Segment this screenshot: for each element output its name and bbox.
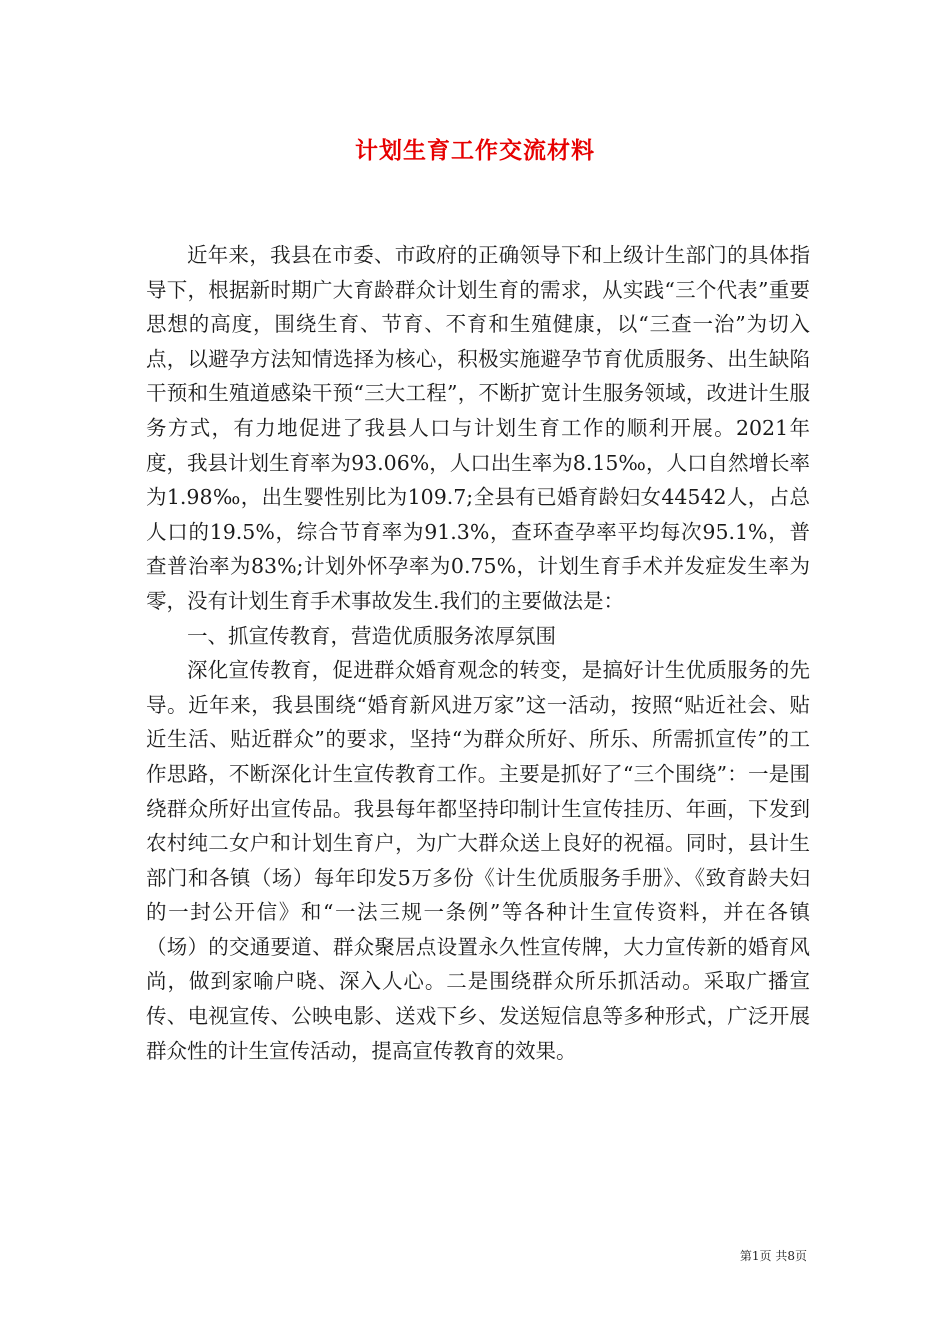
document-title: 计划生育工作交流材料 <box>355 137 595 164</box>
paragraph-section-1: 深化宣传教育，促进群众婚育观念的转变，是搞好计生优质服务的先导。近年来，我县围绕“婚育新风进万家”这一活动，按照“贴近社会、贴近生活、贴近群众”的要求，坚持“为群众所好、所乐、所需抓宣传”的工作思路，不断深化计生宣传教育工作。主要是抓好了“三个围绕”：一是围绕群众所好出宣传品。我县每年都坚持印制计生宣传挂历、年画，下发到农村纯二女户和计划生育户，为广大群众送上良好的祝福。同时，县计生部门和各镇（场）每年印发5万多份《计生优质服务手册》、《致育龄夫妇的一封公开信》和“一法三规一条例”等各种计生宣传资料，并在各镇（场）的交通要道、群众聚居点设置永久性宣传牌，大力宣传新的婚育风尚，做到家喻户晓、深入人心。二是围绕群众所乐抓活动。采取广播宣传、电视宣传、公映电影、送戏下乡、发送短信息等多种形式，广泛开展群众性的计生宣传活动，提高宣传教育的效果。 <box>146 658 810 1063</box>
paragraph-intro: 近年来，我县在市委、市政府的正确领导下和上级计生部门的具体指导下，根据新时期广大育龄群众计划生育的需求，从实践“三个代表”重要思想的高度，围绕生育、节育、不育和生殖健康，以“三查一治”为切入点，以避孕方法知情选择为核心，积极实施避孕节育优质服务、出生缺陷干预和生殖道感染干预“三大工程”，不断扩宽计生服务领域，改进计生服务方式，有力地促进了我县人口与计划生育工作的顺利开展。2021年度，我县计划生育率为93.06%，人口出生率为8.15‰，人口自然增长率为1.98‰，出生婴性别比为109.7;全县有已婚育龄妇女44542人，占总人口的19.5%，综合节育率为91.3%，查环查孕率平均每次95.1%，普查普治率为83%;计划外怀孕率为0.75%，计划生育手术并发症发生率为零，没有计划生育手术事故发生.我们的主要做法是： <box>146 243 810 613</box>
section-heading-1: 一、抓宣传教育，营造优质服务浓厚氛围 <box>187 623 556 648</box>
document-body <box>146 238 810 1068</box>
page-number: 第1页 共8页 <box>739 1249 807 1263</box>
